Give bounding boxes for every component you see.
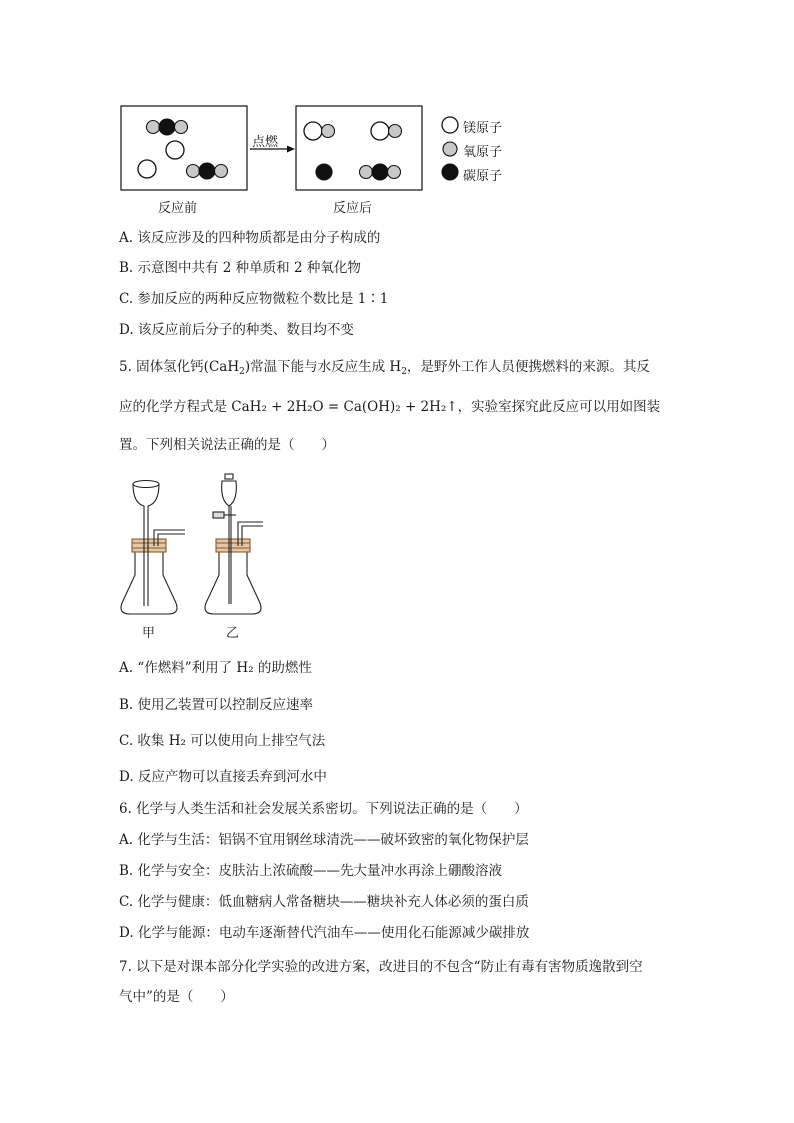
q4-option-b: B. 示意图中共有 2 种单质和 2 种氧化物 [119, 260, 361, 276]
q7-stem-line1: 7. 以下是对课本部分化学实验的改进方案，改进目的不包含“防止有毒有害物质逸散到空 [119, 959, 643, 975]
q5-equation: CaH₂ + 2H₂O = Ca(OH)₂ + 2H₂↑ [231, 399, 458, 415]
q5-option-d: D. 反应产物可以直接丢弃到河水中 [119, 769, 327, 785]
q4-option-d: D. 该反应前后分子的种类、数目均不变 [119, 322, 354, 338]
q7-stem-line2: 气中”的是（ ） [119, 989, 234, 1005]
q4-option-c: C. 参加反应的两种反应物微粒个数比是 1∶1 [119, 291, 389, 307]
legend-c-label: 碳原子 [463, 169, 503, 184]
q6-stem: 6. 化学与人类生活和社会发展关系密切。下列说法正确的是（ ） [119, 801, 528, 817]
q5-stem-line2: 应的化学方程式是 CaH₂ + 2H₂O = Ca(OH)₂ + 2H₂↑，实验室探究此反应可以用如图装 [119, 399, 661, 415]
q5-stem-line1: 5. 固体氢化钙(CaH$_2$)常温下能与水反应生成 $H_2$，是野外工作人员便携燃料的来源。其反 [119, 359, 650, 377]
legend-o-label: 氧原子 [463, 145, 503, 160]
q5-option-a: A. “作燃料”利用了 H₂ 的助燃性 [119, 660, 312, 676]
after-label: 反应后 [333, 201, 373, 216]
q5-option-c: C. 收集 H₂ 可以使用向上排空气法 [119, 733, 326, 749]
apparatus-yi-label: 乙 [226, 626, 240, 641]
before-label: 反应前 [158, 201, 198, 216]
q4-option-a: A. 该反应涉及的四种物质都是由分子构成的 [119, 230, 381, 246]
apparatus-yi [205, 474, 263, 614]
apparatus-jia [121, 481, 185, 615]
arrow-condition-label: 点燃 [252, 135, 279, 150]
apparatus-jia-label: 甲 [142, 626, 156, 641]
q6-option-a: A. 化学与生活：铝锅不宜用钢丝球清洗——破坏致密的氧化物保护层 [119, 832, 529, 848]
q6-option-b: B. 化学与安全：皮肤沾上浓硫酸——先大量冲水再涂上硼酸溶液 [119, 863, 503, 879]
q6-option-c: C. 化学与健康：低血糖病人常备糖块——糖块补充人体必须的蛋白质 [119, 894, 529, 910]
q6-option-d: D. 化学与能源：电动车逐渐替代汽油车——使用化石能源减少碳排放 [119, 925, 530, 941]
q5-option-b: B. 使用乙装置可以控制反应速率 [119, 697, 314, 713]
q5-stem-line3: 置。下列相关说法正确的是（ ） [119, 437, 335, 453]
legend-mg-label: 镁原子 [463, 121, 503, 136]
